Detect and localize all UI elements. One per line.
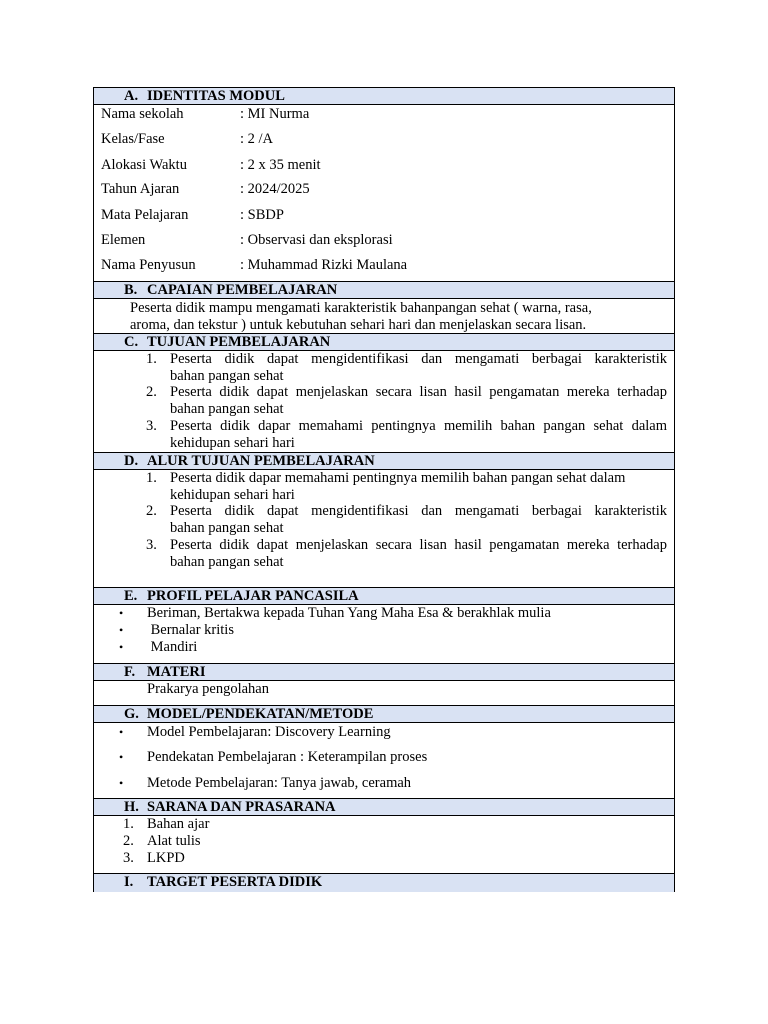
capaian-text: Peserta didik mampu mengamati karakteristik bahanpangan sehat ( warna, rasa,	[130, 300, 592, 316]
list-item-text: Peserta didik dapat menjelaskan secara lisan hasil pengamatan mereka terhadap	[170, 384, 667, 400]
identity-label: Mata Pelajaran	[101, 207, 189, 223]
section-title: IDENTITAS MODUL	[147, 88, 285, 104]
identity-label: Nama sekolah	[101, 106, 184, 122]
list-number: 3.	[123, 850, 134, 866]
section-title: ALUR TUJUAN PEMBELAJARAN	[147, 453, 375, 469]
list-item-text: bahan pangan sehat	[170, 401, 284, 417]
section-letter: I.	[124, 874, 134, 890]
list-item-text: LKPD	[147, 850, 185, 866]
materi-text: Prakarya pengolahan	[147, 681, 269, 697]
bullet-icon: •	[119, 640, 124, 654]
list-item-text: Peserta didik dapar memahami pentingnya memilih bahan pangan sehat dalam	[170, 470, 626, 486]
module-document	[93, 87, 675, 892]
list-number: 2.	[146, 503, 157, 519]
identity-value: : MI Nurma	[240, 106, 310, 122]
section-title: CAPAIAN PEMBELAJARAN	[147, 282, 338, 298]
list-item-text: bahan pangan sehat	[170, 520, 284, 536]
list-item-text: Bahan ajar	[147, 816, 210, 832]
identity-value: : SBDP	[240, 207, 284, 223]
section-letter: B.	[124, 282, 138, 298]
list-item-text: Model Pembelajaran: Discovery Learning	[147, 724, 391, 740]
identity-label: Elemen	[101, 232, 146, 248]
section-title: TUJUAN PEMBELAJARAN	[147, 334, 331, 350]
list-item-text: bahan pangan sehat	[170, 554, 284, 570]
identity-value: : 2 /A	[240, 131, 274, 147]
bullet-icon: •	[119, 623, 124, 637]
list-item-text: kehidupan sehari hari	[170, 435, 295, 451]
list-item-text: bahan pangan sehat	[170, 368, 284, 384]
list-item-text: Bernalar kritis	[147, 622, 234, 638]
section-letter: G.	[124, 706, 139, 722]
identity-value: : 2 x 35 menit	[240, 157, 321, 173]
identity-value: : Observasi dan eksplorasi	[240, 232, 393, 248]
section-header-capaian	[94, 281, 674, 299]
section-header-sarana	[94, 798, 674, 816]
list-number: 1.	[146, 470, 157, 486]
section-title: MODEL/PENDEKATAN/METODE	[147, 706, 374, 722]
section-header-profil	[94, 587, 674, 605]
section-letter: H.	[124, 799, 139, 815]
list-item-text: Peserta didik dapat mengidentifikasi dan mengamati berbagai karakteristik	[170, 351, 667, 367]
list-number: 2.	[146, 384, 157, 400]
identity-value: : 2024/2025	[240, 181, 310, 197]
section-header-identitas	[94, 88, 674, 105]
section-letter: F.	[124, 664, 136, 680]
section-title: PROFIL PELAJAR PANCASILA	[147, 588, 359, 604]
section-letter: A.	[124, 88, 139, 104]
identity-value: : Muhammad Rizki Maulana	[240, 257, 408, 273]
identity-label: Alokasi Waktu	[101, 157, 187, 173]
list-item-text: Mandiri	[147, 639, 198, 655]
identity-label: Kelas/Fase	[101, 131, 165, 147]
list-number: 2.	[123, 833, 134, 849]
bullet-icon: •	[119, 606, 124, 620]
list-number: 1.	[123, 816, 134, 832]
bullet-icon: •	[119, 750, 124, 764]
section-letter: D.	[124, 453, 139, 469]
section-title: MATERI	[147, 664, 206, 680]
list-item-text: Metode Pembelajaran: Tanya jawab, ceramah	[147, 775, 412, 791]
list-number: 1.	[146, 351, 157, 367]
list-number: 3.	[146, 418, 157, 434]
identity-label: Tahun Ajaran	[101, 181, 180, 197]
section-header-alur	[94, 452, 674, 470]
list-item-text: Pendekatan Pembelajaran : Keterampilan proses	[147, 749, 428, 765]
section-letter: E.	[124, 588, 138, 604]
list-item-text: kehidupan sehari hari	[170, 487, 295, 503]
bullet-icon: •	[119, 725, 124, 739]
section-title: TARGET PESERTA DIDIK	[147, 874, 323, 890]
section-title: SARANA DAN PRASARANA	[147, 799, 336, 815]
section-header-materi	[94, 663, 674, 681]
section-header-tujuan	[94, 333, 674, 351]
list-item-text: Peserta didik dapar memahami pentingnya memilih bahan pangan sehat dalam	[170, 418, 667, 434]
list-item-text: Beriman, Bertakwa kepada Tuhan Yang Maha Esa & berakhlak mulia	[147, 605, 551, 621]
section-letter: C.	[124, 334, 139, 350]
section-header-target	[94, 873, 674, 892]
identity-label: Nama Penyusun	[101, 257, 196, 273]
list-number: 3.	[146, 537, 157, 553]
list-item-text: Alat tulis	[147, 833, 201, 849]
capaian-text: aroma, dan tekstur ) untuk kebutuhan sehari hari dan menjelaskan secara lisan.	[130, 317, 587, 333]
list-item-text: Peserta didik dapat mengidentifikasi dan mengamati berbagai karakteristik	[170, 503, 667, 519]
section-header-model	[94, 705, 674, 723]
bullet-icon: •	[119, 776, 124, 790]
list-item-text: Peserta didik dapat menjelaskan secara lisan hasil pengamatan mereka terhadap	[170, 537, 667, 553]
